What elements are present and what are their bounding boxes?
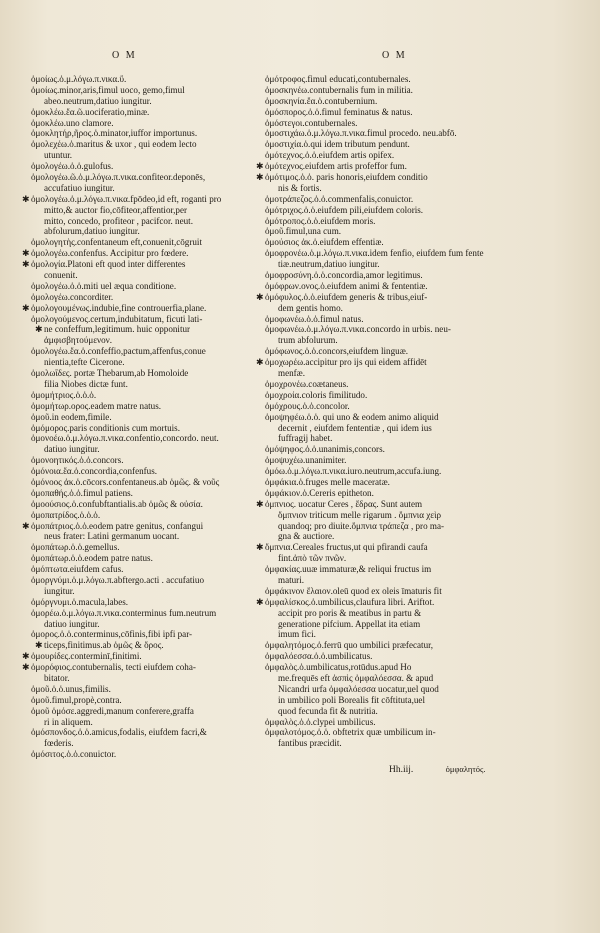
dictionary-line <box>22 324 284 335</box>
line-text: ὁμοφωνέω.ὁ.ὁ.fimul natus. <box>265 313 364 324</box>
dictionary-line <box>22 74 284 85</box>
asterisk-marker-icon: ✱ <box>22 651 30 662</box>
line-text: gna & auctiore. <box>278 531 335 542</box>
line-text: accufatiuo iungitur. <box>44 182 115 193</box>
dictionary-line <box>22 521 284 532</box>
dictionary-line <box>256 205 582 216</box>
dictionary-line <box>22 619 284 630</box>
line-text: ὁμοῦ.fimul,propè,contra. <box>31 694 122 705</box>
dictionary-line <box>22 684 284 695</box>
line-text: bitator. <box>44 672 70 683</box>
dictionary-line <box>256 292 582 303</box>
line-text: ὀμφαλὸς.ὁ.ὁ.clypei umbilicus. <box>265 716 376 727</box>
line-text: ὁμοίως.minor,aris,fimul uoco, gemo,fimul <box>31 84 185 95</box>
line-text: ri in aliquem. <box>44 716 93 727</box>
line-text: ὁμοφωνέω.ὁ.μ.λόγω.π.νικα.concordo in urbis. neu- <box>265 324 451 335</box>
line-text: ὁμοψηφέω.ὁ.ὁ. qui uno & eodem animo aliquid <box>265 411 439 422</box>
dictionary-line <box>22 107 284 118</box>
dictionary-line <box>256 727 582 738</box>
right-column <box>256 74 582 749</box>
line-text: fint.ἀπὸ τῶν πνῶν. <box>278 553 347 564</box>
dictionary-line <box>22 749 284 760</box>
dictionary-line <box>256 237 582 248</box>
line-text: ὁμομήτωρ.ορος.eadem matre natus. <box>31 400 162 411</box>
dictionary-line <box>256 281 582 292</box>
line-text: conuenit. <box>44 270 78 281</box>
dictionary-line <box>22 444 284 455</box>
dictionary-line <box>256 74 582 85</box>
dictionary-line <box>256 335 582 346</box>
line-text: ὁμόω.ὁ.μ.λόγω.π.νικα.iuro.neutrum,accufa.iung. <box>265 466 442 477</box>
dictionary-line <box>256 150 582 161</box>
line-text: ὁμολογέω.ἔα.ὁ.confeffio,pactum,affenfus,conue <box>31 346 206 357</box>
dictionary-line <box>22 608 284 619</box>
asterisk-marker-icon: ✱ <box>256 172 264 183</box>
dictionary-line <box>22 575 284 586</box>
line-text: ὁμολογέω.confenfus. Accipitur pro fœdere. <box>31 248 189 259</box>
line-text: decernit , eiufdem fententiæ , qui idem ius <box>278 422 432 433</box>
line-text: ὁμοπάτωρ.ὁ.ὁ.gemellus. <box>31 542 120 553</box>
line-text: ὁμόφωνος.ὁ.ὁ.concors,eiufdem linguæ. <box>265 346 409 357</box>
line-text: ὁμορος.ὁ.ὁ.conterminus,cōfinis,fibi ipfi par- <box>31 629 193 640</box>
line-text: ὁμονοέω.ὁ.μ.λόγω.π.νικα.confentio,concordo. neut. <box>31 433 219 444</box>
line-text: ὁμοστιχία.ὁ.qui idem tributum pendunt. <box>265 139 410 150</box>
line-text: ὁμολογέω.ὁ.ὁ.gulofus. <box>31 161 114 172</box>
line-text: ὁμόνοος ἀκ.ὁ.cōcors.confentaneus.ab ὁμῶς. & νοῦς <box>31 476 220 487</box>
dictionary-line <box>256 586 582 597</box>
line-text: ὁμορέω.ὁ.μ.λόγω.π.νικα.conterminus fum.neutrum <box>31 607 217 618</box>
dictionary-line <box>22 412 284 423</box>
dictionary-line <box>22 96 284 107</box>
dictionary-line <box>22 455 284 466</box>
dictionary-line <box>22 379 284 390</box>
line-text: ὁμολογέω.ῶ.ὁ.μ.λόγω.π.νικα.confiteor.deponēs, <box>31 172 206 183</box>
line-text: abeo.neutrum,datiuo iungitur. <box>44 95 152 106</box>
line-text: ὁμολογία.Platoni eft quod inter differentes <box>31 259 186 270</box>
line-text: ὁμοσκηνία.ἔα.ὁ.contubernium. <box>265 95 378 106</box>
dictionary-line <box>22 259 284 270</box>
line-text: ὁμορόφιος.contubernalis, tecti eiufdem coha- <box>31 662 196 673</box>
dictionary-line <box>22 161 284 172</box>
line-text: ὁμόστεγοι.contubernales. <box>265 117 358 128</box>
dictionary-line <box>256 423 582 434</box>
dictionary-line <box>256 357 582 368</box>
dictionary-line <box>22 303 284 314</box>
asterisk-marker-icon: ✱ <box>22 302 30 313</box>
dictionary-line <box>256 314 582 325</box>
line-text: ὁμότιμος.ὁ.ὁ. paris honoris,eiufdem conditio <box>265 172 428 183</box>
signature-mark: Hh.iij. <box>389 765 414 775</box>
line-text: ὀμφαλητόμος.ὁ.ferrū quo umbilici præfecatur, <box>265 640 434 651</box>
line-text: ὁμοῦ.ὁ.ὁ.unus,fimilis. <box>31 683 111 694</box>
line-text: menfæ. <box>278 368 306 379</box>
line-text: ὀμφακίας.uuæ immaturæ,& reliqui fructus im <box>265 564 432 575</box>
dictionary-line <box>256 128 582 139</box>
dictionary-line <box>256 118 582 129</box>
dictionary-line <box>22 150 284 161</box>
line-text: ὁμόψηφος.ὁ.ὁ.unanimis,concors. <box>265 444 385 455</box>
line-text: ὀμπνιος. uocatur Ceres , ἔδρας. Sunt autem <box>265 498 423 509</box>
dictionary-line <box>22 673 284 684</box>
dictionary-line <box>256 608 582 619</box>
asterisk-marker-icon: ✱ <box>22 248 30 259</box>
dictionary-line <box>256 303 582 314</box>
line-text: ὁμομήτριος.ὁ.ὁ.ὁ. <box>31 389 97 400</box>
dictionary-line <box>22 542 284 553</box>
line-text: ὁμόσπορος.ὁ.ὁ.fimul feminatus & natus. <box>265 106 413 117</box>
dictionary-line <box>22 706 284 717</box>
dictionary-line <box>256 738 582 749</box>
line-text: generatione pifcium. Appellat ita etiam <box>278 618 421 629</box>
line-text: me.frequēs eft ἀσπὶς ὀμφαλόεσσα. & apud <box>278 672 434 683</box>
dictionary-line <box>22 118 284 129</box>
line-text: ὁμολογέω.ὁ.μ.λόγω.π.νικα.fpōdeo,id eft, roganti pro <box>31 193 222 204</box>
dictionary-line <box>256 510 582 521</box>
dictionary-line <box>256 553 582 564</box>
dictionary-line <box>22 226 284 237</box>
line-text: ἀμφισβητούμενον. <box>44 335 113 346</box>
dictionary-line <box>22 281 284 292</box>
dictionary-line <box>22 270 284 281</box>
dictionary-line <box>256 368 582 379</box>
dictionary-line <box>256 695 582 706</box>
dictionary-line <box>256 270 582 281</box>
line-text: ὁμόφρων.ονος.ὁ.eiufdem animi & fententiæ. <box>265 280 428 291</box>
asterisk-marker-icon: ✱ <box>22 259 30 270</box>
line-text: ὁμοστιχάω.ὁ.μ.λόγω.π.νικα.fimul procedo. neu.abfō. <box>265 128 457 139</box>
dictionary-line <box>22 216 284 227</box>
dictionary-line <box>22 172 284 183</box>
dictionary-line <box>22 695 284 706</box>
dictionary-line <box>22 248 284 259</box>
line-text: maturi. <box>278 574 305 585</box>
dictionary-line <box>22 423 284 434</box>
asterisk-marker-icon: ✱ <box>256 161 264 172</box>
line-text: ὀμφάκιον.ὁ.Cereris epitheton. <box>265 487 374 498</box>
dictionary-line <box>22 335 284 346</box>
line-text: in umbilico poli Borealis fit cōftituta,uel <box>278 694 425 705</box>
dictionary-line <box>22 357 284 368</box>
line-text: ὁμοψυχέω.unanimiter. <box>265 455 347 466</box>
dictionary-line <box>22 662 284 673</box>
line-text: imum fici. <box>278 629 316 640</box>
line-text: ὁμότεχνος.eiufdem artis profeffor fum. <box>265 161 407 172</box>
dictionary-line <box>256 673 582 684</box>
asterisk-marker-icon: ✱ <box>22 520 30 531</box>
dictionary-line <box>256 183 582 194</box>
asterisk-marker-icon: ✱ <box>35 640 43 651</box>
page-footer <box>389 764 485 775</box>
dictionary-line <box>22 390 284 401</box>
dictionary-line <box>256 542 582 553</box>
dictionary-line <box>256 629 582 640</box>
line-text: ὁμολωΐδες. portæ Thebarum,ab Homoloide <box>31 368 189 379</box>
dictionary-line <box>256 161 582 172</box>
line-text: accipit pro poris & meatibus in partu & <box>278 607 422 618</box>
line-text: ne confeffum,legitimum. huic opponitur <box>44 324 191 335</box>
line-text: ὁμόσιτος.ὁ.ὁ.conuictor. <box>31 749 117 760</box>
dictionary-line <box>22 510 284 521</box>
dictionary-line <box>256 521 582 532</box>
dictionary-line <box>256 107 582 118</box>
line-text: ticeps,finitimus.ab ὁμῶς & ὅρος. <box>44 640 164 651</box>
dictionary-line <box>22 597 284 608</box>
dictionary-line <box>256 346 582 357</box>
line-text: ὀμφαλοτόμος.ὁ.ὁ. obftetrix quæ umbilicum in- <box>265 727 436 738</box>
line-text: ὁμοπάτριος.ὁ.ὁ.eodem patre genitus, confangui <box>31 520 204 531</box>
line-text: dem gentis homo. <box>278 302 343 313</box>
line-text: ὁμολογέω.concorditer. <box>31 291 114 302</box>
line-text: ὁμολογέω.ὁ.ὁ.miti uel æqua conditione. <box>31 280 177 291</box>
asterisk-marker-icon: ✱ <box>256 498 264 509</box>
header-right: O M <box>382 50 407 61</box>
dictionary-line <box>256 597 582 608</box>
line-text: filia Niobes dictæ funt. <box>44 378 128 389</box>
dictionary-line <box>256 390 582 401</box>
dictionary-line <box>22 466 284 477</box>
line-text: ὁμοπατρίδος.ὁ.ὁ.ὁ. <box>31 509 101 520</box>
dictionary-line <box>256 466 582 477</box>
dictionary-line <box>22 477 284 488</box>
line-text: iungitur. <box>44 585 75 596</box>
catchword: ὀμφαλητός. <box>445 764 486 774</box>
dictionary-line <box>256 477 582 488</box>
asterisk-marker-icon: ✱ <box>22 193 30 204</box>
asterisk-marker-icon: ✱ <box>256 596 264 607</box>
dictionary-line <box>22 717 284 728</box>
line-text: ὁμοχρονέω.coætaneus. <box>265 378 349 389</box>
line-text: ὁμόργνυμι.ὁ.macula,labes. <box>31 596 129 607</box>
dictionary-line <box>22 488 284 499</box>
line-text: ὁμοπάτωρ.ὁ.ὁ.eodem patre natus. <box>31 553 153 564</box>
asterisk-marker-icon: ✱ <box>256 357 264 368</box>
dictionary-line <box>22 640 284 651</box>
dictionary-line <box>256 172 582 183</box>
dictionary-line <box>22 237 284 248</box>
line-text: ὁμοτράπεζος.ὁ.ὁ.commenfalis,conuictor. <box>265 193 414 204</box>
dictionary-line <box>256 564 582 575</box>
line-text: ὁμοῦ.in eodem,fimile. <box>31 411 112 422</box>
line-text: ὁμοπαθής.ὁ.ὁ.fimul patiens. <box>31 487 133 498</box>
line-text: fuffragij habet. <box>278 433 333 444</box>
line-text: ὁμότριχος.ὁ.ὁ.eiufdem pili,eiufdem coloris. <box>265 204 424 215</box>
line-text: ὁμοῦ.fimul,una cum. <box>265 226 342 237</box>
line-text: ὄμπνιον triticum melle rigarum . ὄμπνια χεὶρ <box>278 509 442 520</box>
dictionary-line <box>22 368 284 379</box>
line-text: ὁμόσπονδος.ὁ.ὁ.amicus,fodalis, eiufdem facri,& <box>31 727 207 738</box>
line-text: ὁμοφροσύνη.ὁ.ὁ.concordia,amor legitimus. <box>265 270 423 281</box>
dictionary-line <box>256 216 582 227</box>
line-text: ὁμοσκηνέω.contubernalis fum in militia. <box>265 84 413 95</box>
dictionary-line <box>22 629 284 640</box>
line-text: ὁμόμορος.paris conditionis cum mortuis. <box>31 422 180 433</box>
line-text: quandoq; pro diuite.ὄμπνια τράπεζα , pro ma- <box>278 520 445 531</box>
line-text: ὁμολογούμενος.certum,indubitatum, ficuti lati- <box>31 313 203 324</box>
line-text: ὀμφαλόεσσα.ὁ.ὁ.umbilicatus. <box>265 651 373 662</box>
dictionary-line <box>256 324 582 335</box>
asterisk-marker-icon: ✱ <box>256 542 264 553</box>
line-text: ὄμπνια.Cereales fructus,ut qui pfirandi caufa <box>265 542 428 553</box>
line-text: ὀμφάκια.ὁ.fruges melle maceratæ. <box>265 476 390 487</box>
asterisk-marker-icon: ✱ <box>35 324 43 335</box>
line-text: ὁμοκλέω.uno clamore. <box>31 117 114 128</box>
dictionary-line <box>22 401 284 412</box>
line-text: ὁμόπτωτα.eiufdem cafus. <box>31 564 124 575</box>
line-text: ὁμονοητικός.ὁ.ὁ.concors. <box>31 455 124 466</box>
line-text: ὁμότροφος.fimul educati,contubernales. <box>265 74 411 84</box>
dictionary-line <box>22 727 284 738</box>
line-text: neus frater: Latini germanum uocant. <box>44 531 180 542</box>
dictionary-line <box>256 259 582 270</box>
dictionary-line <box>22 564 284 575</box>
dictionary-line <box>22 499 284 510</box>
dictionary-line <box>256 619 582 630</box>
dictionary-line <box>256 85 582 96</box>
line-text: ὀμφαλίσκος.ὁ.umbilicus,claufura libri. Ariftot. <box>265 596 435 607</box>
dictionary-line <box>256 499 582 510</box>
left-column <box>22 74 284 760</box>
dictionary-line <box>22 346 284 357</box>
line-text: fœderis. <box>44 738 74 749</box>
header-left: O M <box>112 50 137 61</box>
dictionary-line <box>256 226 582 237</box>
line-text: ὁμολογουμένως.indubie,fine controuerfia,plane. <box>31 302 207 313</box>
line-text: ὁμότεχνος.ὁ.ὁ.eiufdem artis opifex. <box>265 150 395 161</box>
line-text: nis & fortis. <box>278 182 322 193</box>
dictionary-line <box>22 586 284 597</box>
asterisk-marker-icon: ✱ <box>256 291 264 302</box>
dictionary-line <box>22 128 284 139</box>
line-text: trum abfolurum. <box>278 335 338 346</box>
dictionary-line <box>22 553 284 564</box>
dictionary-line <box>256 662 582 673</box>
dictionary-line <box>256 194 582 205</box>
line-text: ὁμοχροία.coloris fimilitudo. <box>265 389 368 400</box>
dictionary-line <box>256 575 582 586</box>
line-text: ὁμόφυλος.ὁ.ὁ.eiufdem generis & tribus,eiuf- <box>265 291 428 302</box>
dictionary-line <box>22 433 284 444</box>
dictionary-line <box>256 433 582 444</box>
dictionary-line <box>22 139 284 150</box>
line-text: mitto,& auctor fio,cōfiteor,affentior,per <box>44 204 188 215</box>
dictionary-line <box>22 194 284 205</box>
dictionary-line <box>22 651 284 662</box>
line-text: utuntur. <box>44 150 73 161</box>
dictionary-line <box>22 205 284 216</box>
dictionary-line <box>256 248 582 259</box>
line-text: ὁμούσιος ἀκ.ὁ.eiufdem effentiæ. <box>265 237 384 248</box>
dictionary-line <box>22 85 284 96</box>
dictionary-line <box>256 488 582 499</box>
dictionary-line <box>256 96 582 107</box>
dictionary-line <box>256 444 582 455</box>
asterisk-marker-icon: ✱ <box>22 662 30 673</box>
line-text: Nicandri urfa ὀμφαλόεσσα uocatur,uel quod <box>278 683 439 694</box>
line-text: mitto, concedo, profiteor , pacifcor. neut. <box>44 215 193 226</box>
line-text: nientia,tefte Cicerone. <box>44 357 125 368</box>
line-text: ὁμοκλητήρ,ῆρος.ὁ.minator,iuffor importunus. <box>31 128 198 139</box>
line-text: ὁμοούσιος.ὁ.confubftantialis.ab ὁμῶς & οὐσία. <box>31 498 203 509</box>
line-text: ὁμόνοια.ἔα.ὁ.concordia,confenfus. <box>31 466 158 477</box>
line-text: tiæ.neutrum,datiuo iungitur. <box>278 259 380 270</box>
line-text: ὁμοργνύμι.ὁ.μ.λόγω.π.abftergo.acti . accufatiuo <box>31 574 205 585</box>
line-text: ὁμολεχέω.ὁ.maritus & uxor , qui eodem lecto <box>31 139 197 150</box>
dictionary-line <box>22 183 284 194</box>
dictionary-line <box>256 379 582 390</box>
dictionary-line <box>256 651 582 662</box>
line-text: ὀμφάκινον ἔλαιον.oleū quod ex oleis īmaturis fit <box>265 585 442 596</box>
line-text: ὁμοίως.ὁ.μ.λόγω.π.νικα.ὕ. <box>31 74 127 84</box>
dictionary-line <box>256 640 582 651</box>
line-text: ὁμοῦ ὁμόσε.aggredi,manum conferere,graffa <box>31 705 194 716</box>
line-text: datiuo iungitur. <box>44 444 100 455</box>
dictionary-line <box>256 706 582 717</box>
dictionary-line <box>256 401 582 412</box>
line-text: ὀμφαλὸς.ὁ.umbilicatus,rotūdus.apud Ho <box>265 662 412 673</box>
dictionary-line <box>256 455 582 466</box>
dictionary-line <box>256 412 582 423</box>
line-text: ὁμοφρονέω.ὁ.μ.λόγω.π.νικα.idem fenfio, eiufdem fum fente <box>265 248 484 259</box>
line-text: ὁμουρίδες.conterminī,finitimi. <box>31 651 142 662</box>
line-text: ὁμόχρους.ὁ.ὁ.concolor. <box>265 400 350 411</box>
line-text: ὁμολογητὴς.confentaneum eft,conuenit,cōgruit <box>31 237 202 248</box>
line-text: ὁμότροπος.ὁ.ὁ.eiufdem moris. <box>265 215 376 226</box>
dictionary-line <box>256 139 582 150</box>
dictionary-line <box>22 292 284 303</box>
line-text: datiuo iungitur. <box>44 618 100 629</box>
line-text: quod fecunda fit & nutritia. <box>278 705 378 716</box>
dictionary-line <box>22 314 284 325</box>
dictionary-line <box>256 684 582 695</box>
line-text: ὁμοκλέω.ἔα.ῶ.uociferatio,minæ. <box>31 106 150 117</box>
dictionary-line <box>22 738 284 749</box>
line-text: fantibus præcidit. <box>278 738 342 749</box>
dictionary-line <box>256 531 582 542</box>
line-text: ὁμοχωρέω.accipitur pro ijs qui eidem affidēt <box>265 357 427 368</box>
dictionary-line <box>22 531 284 542</box>
running-header <box>0 50 600 66</box>
line-text: abfolurum,datiuo iungitur. <box>44 226 140 237</box>
dictionary-line <box>256 717 582 728</box>
